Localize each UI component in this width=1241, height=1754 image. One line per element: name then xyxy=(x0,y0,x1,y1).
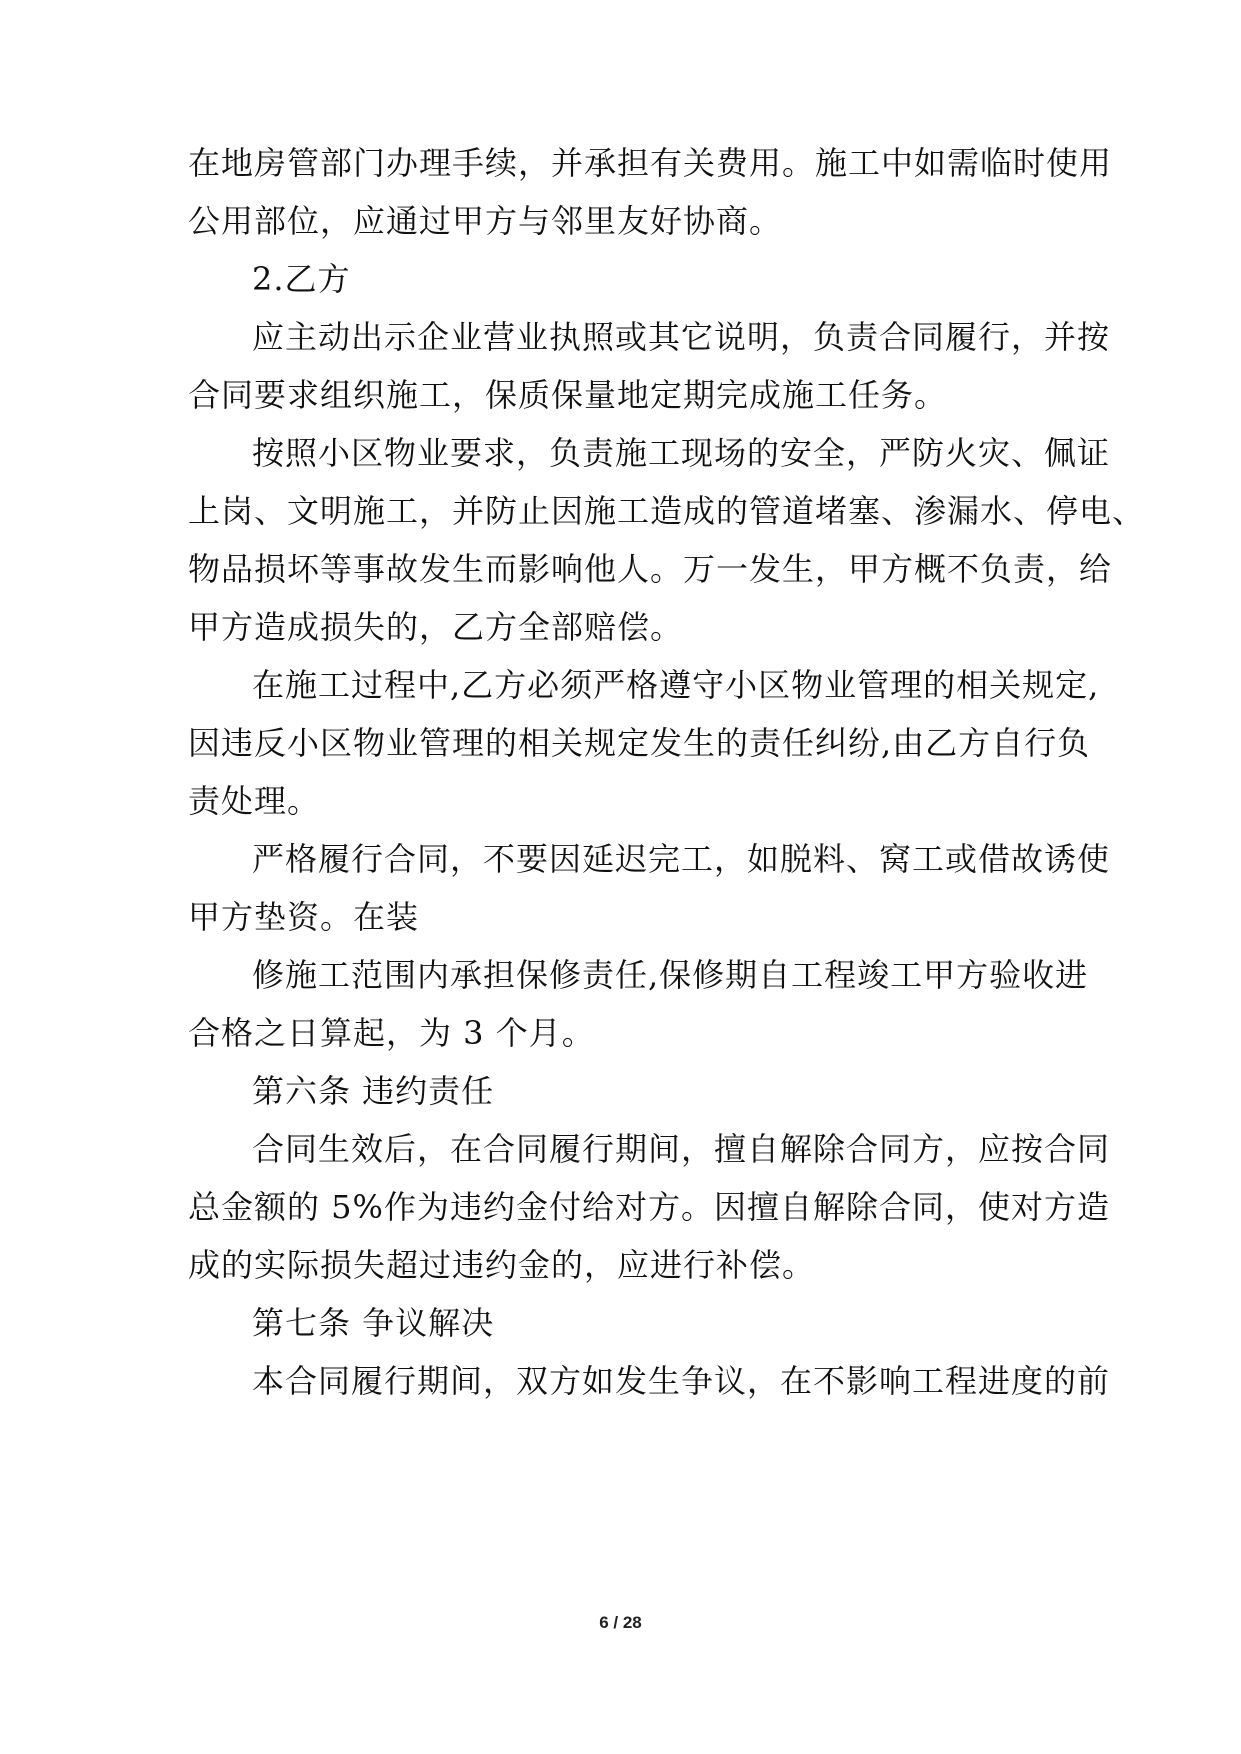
paragraph-line: 合同要求组织施工，保质保量地定期完成施工任务。 xyxy=(188,376,948,414)
paragraph-line: 合格之日算起，为 3 个月。 xyxy=(188,1014,595,1052)
paragraph-line: 严格履行合同，不要因延迟完工，如脱料、窝工或借故诱使 xyxy=(252,840,1111,878)
paragraph-line: 总金额的 5%作为违约金付给对方。因擅自解除合同，使对方造 xyxy=(188,1188,1110,1226)
article-heading: 第六条 违约责任 xyxy=(252,1072,495,1110)
page-number: 6 / 28 xyxy=(599,1613,642,1632)
paragraph-line: 上岗、文明施工，并防止因施工造成的管道堵塞、渗漏水、停电、 xyxy=(188,492,1146,530)
paragraph-line: 应主动出示企业营业执照或其它说明，负责合同履行，并按 xyxy=(252,318,1111,356)
paragraph-line: 在地房管部门办理手续，并承担有关费用。施工中如需临时使用 xyxy=(188,144,1113,182)
section-heading: 2.乙方 xyxy=(252,260,351,298)
paragraph-line: 因违反小区物业管理的相关规定发生的责任纠纷,由乙方自行负 xyxy=(188,724,1091,762)
paragraph-line: 公用部位，应通过甲方与邻里友好协商。 xyxy=(188,202,783,240)
paragraph-line: 物品损坏等事故发生而影响他人。万一发生，甲方概不负责，给 xyxy=(188,550,1113,588)
paragraph-line: 修施工范围内承担保修责任,保修期自工程竣工甲方验收进 xyxy=(252,956,1089,994)
paragraph-line: 甲方造成损失的，乙方全部赔偿。 xyxy=(188,608,684,646)
article-heading: 第七条 争议解决 xyxy=(252,1304,495,1342)
paragraph-line: 责处理。 xyxy=(188,782,321,820)
paragraph-line: 合同生效后，在合同履行期间，擅自解除合同方，应按合同 xyxy=(252,1130,1111,1168)
paragraph-line: 按照小区物业要求，负责施工现场的安全，严防火灾、佩证 xyxy=(252,434,1111,472)
paragraph-line: 成的实际损失超过违约金的，应进行补偿。 xyxy=(188,1246,816,1284)
paragraph-line: 甲方垫资。在装 xyxy=(188,898,420,936)
paragraph-line: 本合同履行期间，双方如发生争议，在不影响工程进度的前 xyxy=(252,1362,1111,1400)
paragraph-line: 在施工过程中,乙方必须严格遵守小区物业管理的相关规定, xyxy=(252,666,1100,704)
